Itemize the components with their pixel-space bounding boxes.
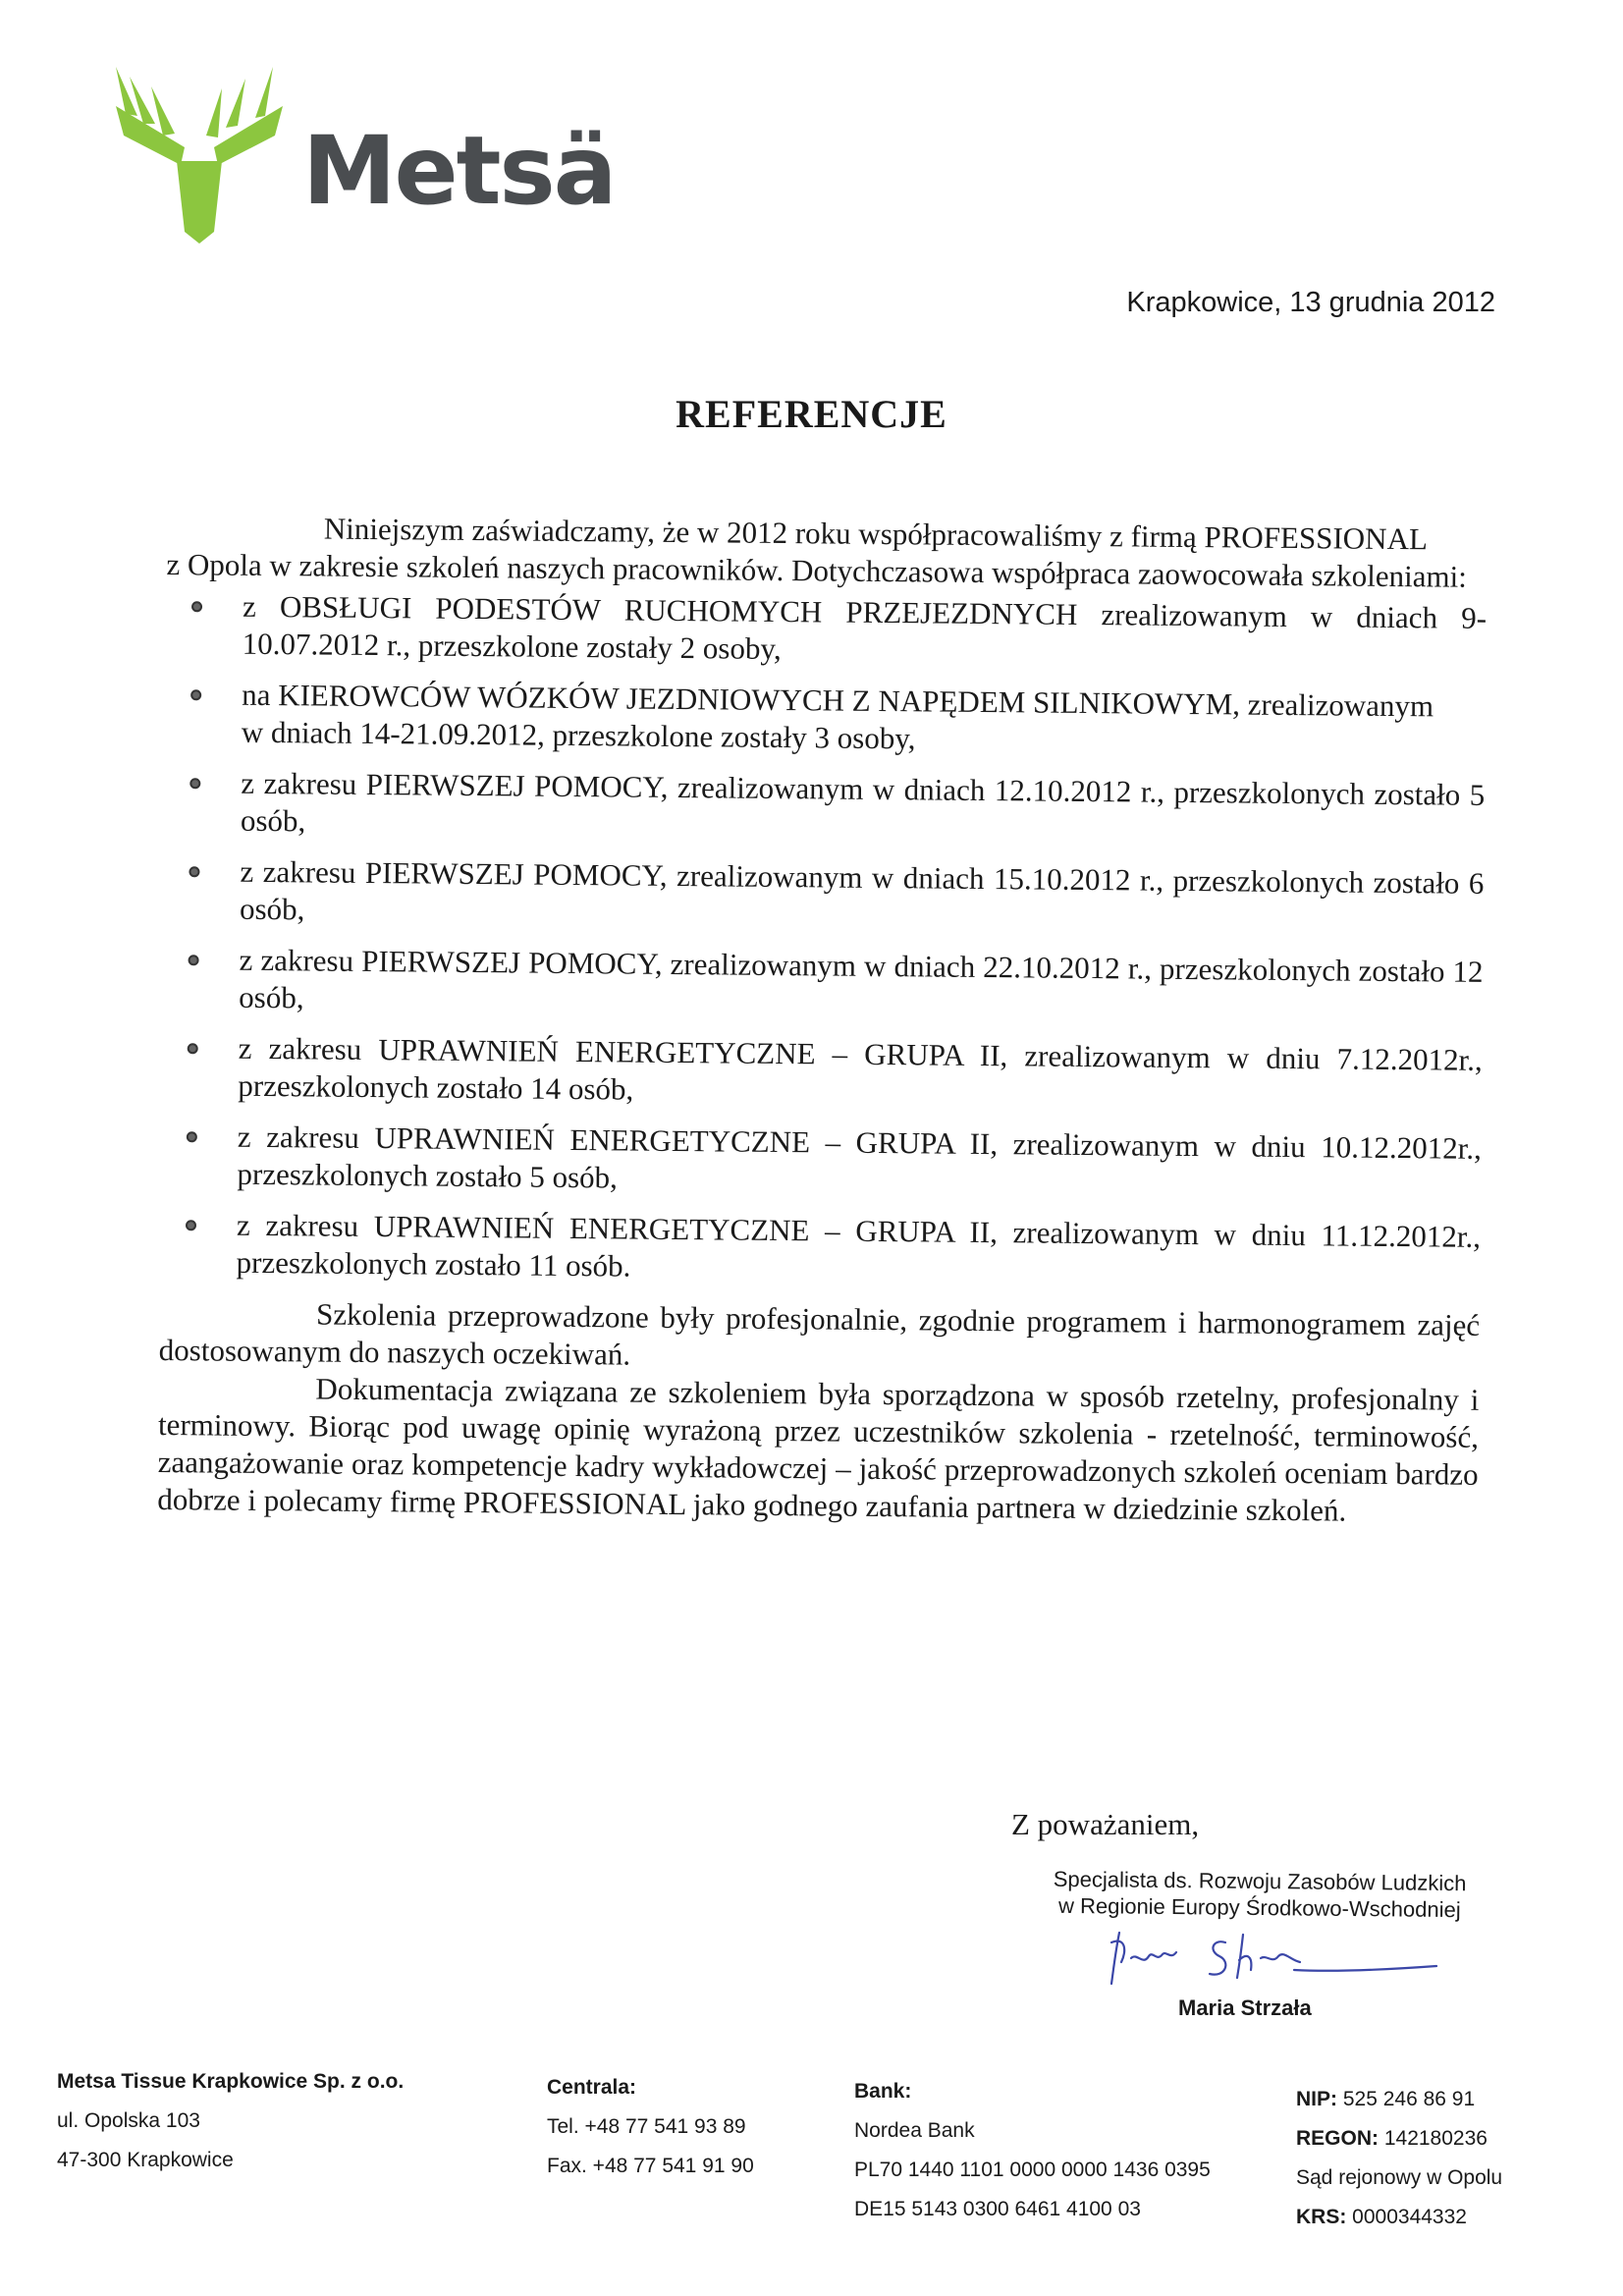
page-title: REFERENCJE	[676, 392, 947, 436]
central-fax: Fax. +48 77 541 91 90	[547, 2155, 754, 2177]
bullet-icon	[188, 1043, 198, 1054]
antler-right-tine-3	[206, 88, 222, 137]
list-item-continuation: w dniach 14-21.09.2012, przeszkolone zostały 3 osoby,	[241, 714, 916, 756]
signer-title-line-1: Specjalista ds. Rozwoju Zasobów Ludzkich	[1053, 1866, 1467, 1896]
court-line: Sąd rejonowy w Opolu	[1296, 2166, 1503, 2189]
footer-bank	[854, 2072, 1211, 2229]
antler-right-tine-2	[226, 79, 245, 128]
list-item: na KIEROWCÓW WÓZKÓW JEZDNIOWYCH Z NAPĘDEM SILNIKOWYM, zrealizowanym w dniach 14-21.09.2012, przeszkolone zostały 3 osoby,	[242, 677, 1487, 763]
letter-body	[157, 509, 1488, 1531]
bank-account-1: PL70 1440 1101 0000 0000 1436 0395	[854, 2159, 1211, 2181]
company-logo	[116, 67, 616, 244]
logo-wordmark: Metsä	[302, 116, 616, 226]
bank-name: Nordea Bank	[854, 2119, 975, 2142]
recommendation-paragraph: Dokumentacja związana ze szkoleniem była sporządzona w sposób rzetelny, profesjonalny i terminowy. Biorąc pod uwagę opinię wyrażoną przez uczestników szkolenia - rzetelność, terminowość, zaangażowanie oraz kompetencje kadry wykładowczej – jakość przeprowadzonych szkoleń oceniam bardzo dobrze i polecamy firmę PROFESSIONAL jako godnego zaufania partnera w dziedzinie szkoleń.	[157, 1371, 1480, 1528]
list-item: z zakresu PIERWSZEJ POMOCY, zrealizowanym w dniach 15.10.2012 r., przeszkolonych zostało 6 osób,	[240, 853, 1485, 940]
list-item: z zakresu UPRAWNIEŃ ENERGETYCZNE – GRUPA II, zrealizowanym w dniu 7.12.2012r., przeszkolonych zostało 14 osób,	[238, 1030, 1483, 1117]
bank-account-2: DE15 5143 0300 6461 4100 03	[854, 2198, 1141, 2220]
moose-head	[177, 161, 222, 244]
signer-name: Maria Strzała	[1178, 1995, 1312, 2020]
bullet-icon	[186, 1220, 196, 1230]
nip-line: NIP: 525 246 86 91	[1296, 2088, 1476, 2110]
regon-line: REGON: 142180236	[1296, 2127, 1488, 2150]
bullet-icon	[189, 778, 200, 789]
list-item: z zakresu PIERWSZEJ POMOCY, zrealizowanym w dniach 12.10.2012 r., przeszkolonych zostało 5 osób,	[241, 765, 1486, 851]
list-item: z zakresu UPRAWNIEŃ ENERGETYCZNE – GRUPA II, zrealizowanym w dniu 11.12.2012r., przeszkolonych zostało 11 osób.	[236, 1207, 1481, 1293]
company-street: ul. Opolska 103	[57, 2109, 200, 2132]
intro-paragraph-2: z Opola w zakresie szkoleń naszych pracowników. Dotychczasowa współpraca zaowocowała szkoleniami:	[166, 546, 1468, 594]
krs-line: KRS: 0000344332	[1296, 2206, 1467, 2228]
list-item: z zakresu PIERWSZEJ POMOCY, zrealizowanym w dniach 22.10.2012 r., przeszkolonych zostało 12 osób,	[239, 942, 1484, 1028]
antler-right-tine-1	[255, 67, 273, 118]
bank-label: Bank:	[854, 2080, 912, 2103]
closing-salutation: Z poważaniem,	[1011, 1807, 1200, 1841]
bullet-icon	[189, 866, 199, 877]
bullet-icon	[187, 1131, 197, 1142]
training-list	[159, 587, 1487, 1293]
list-item: z zakresu UPRAWNIEŃ ENERGETYCZNE – GRUPA II, zrealizowanym w dniu 10.12.2012r., przeszkolonych zostało 5 osób,	[237, 1119, 1482, 1205]
footer-central	[547, 2068, 754, 2186]
company-city: 47-300 Krapkowice	[57, 2149, 234, 2171]
central-label: Centrala:	[547, 2076, 637, 2099]
antler-right-palm	[214, 106, 283, 165]
signer-title	[1029, 1866, 1491, 1924]
moose-icon	[116, 67, 293, 244]
footer-registry	[1296, 2080, 1502, 2237]
handwritten-signature	[1098, 1923, 1451, 2001]
letter-date: Krapkowice, 13 grudnia 2012	[1126, 287, 1495, 318]
footer-company	[57, 2062, 404, 2180]
list-item: z OBSŁUGI PODESTÓW RUCHOMYCH PRZEJEZDNYCH zrealizowanym w dniach 9-10.07.2012 r., przeszkolone zostały 2 osoby,	[242, 588, 1487, 675]
central-tel: Tel. +48 77 541 93 89	[547, 2115, 746, 2138]
signer-title-line-2: w Regionie Europy Środkowo-Wschodniej	[1057, 1892, 1461, 1923]
antler-left-tine-3	[151, 86, 175, 136]
quality-paragraph: Szkolenia przeprowadzone były profesjonalnie, zgodnie programem i harmonogramem zajęć dostosowanym do naszych oczekiwań.	[158, 1296, 1481, 1372]
intro-paragraph-1: Niniejszym zaświadczamy, że w 2012 roku współpracowaliśmy z firmą PROFESSIONAL	[323, 511, 1429, 557]
bullet-icon	[191, 601, 202, 612]
bullet-icon	[190, 689, 201, 700]
company-name: Metsa Tissue Krapkowice Sp. z o.o.	[57, 2070, 405, 2093]
bullet-icon	[189, 955, 199, 965]
